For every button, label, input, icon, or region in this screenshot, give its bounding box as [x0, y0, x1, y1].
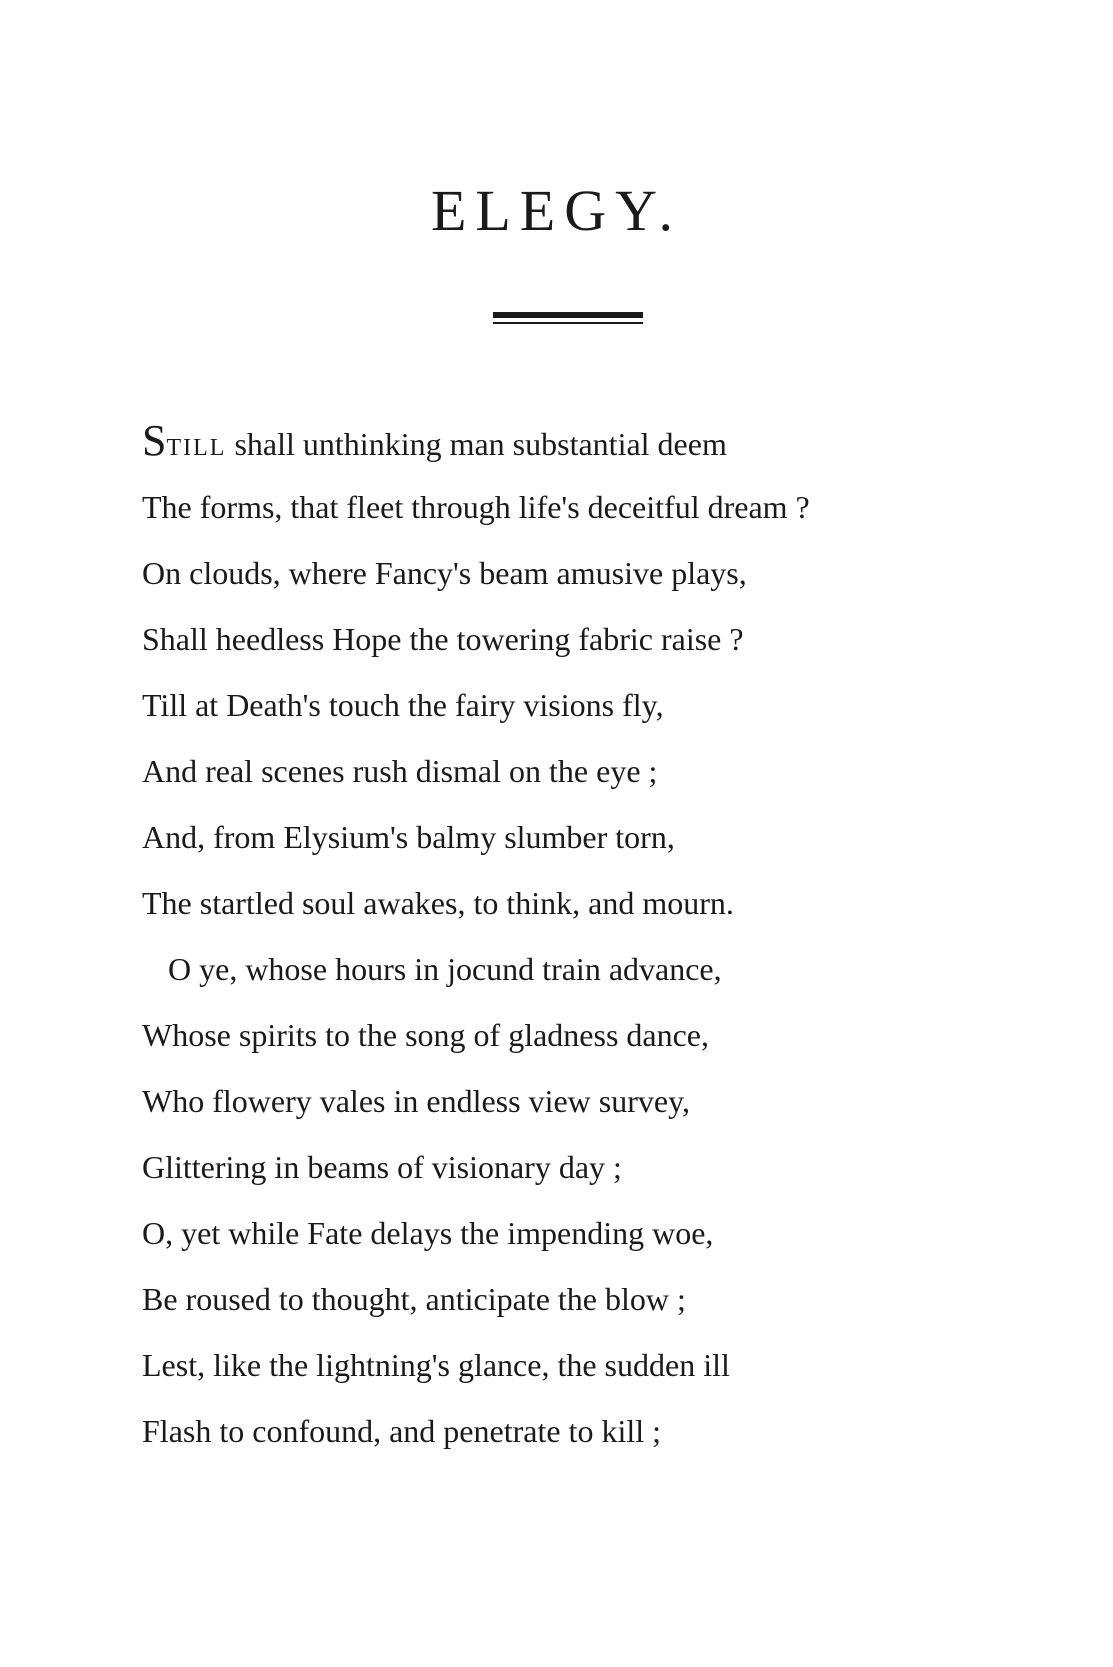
poem-line: Who flowery vales in endless view survey,: [142, 1083, 690, 1119]
poem-line-1: [142, 408, 1042, 474]
poem-line: And, from Elysium's balmy slumber torn,: [142, 819, 675, 855]
poem-line: Till at Death's touch the fairy visions fly,: [142, 687, 664, 723]
poem-line: The startled soul awakes, to think, and mourn.: [142, 885, 734, 921]
small-caps-word: TILL: [166, 435, 227, 461]
poem-line: Shall heedless Hope the towering fabric raise ?: [142, 621, 744, 657]
poem-line: Whose spirits to the song of gladness dance,: [142, 1017, 709, 1053]
poem-line: And real scenes rush dismal on the eye ;: [142, 753, 658, 789]
poem-line: Flash to confound, and penetrate to kill ;: [142, 1413, 661, 1449]
page-title: ELEGY.: [430, 178, 683, 243]
poem-body: [142, 408, 1042, 1464]
title-rule: [493, 312, 643, 326]
poem-line: O, yet while Fate delays the impending woe,: [142, 1215, 714, 1251]
title-rule-thin: [493, 322, 643, 324]
poem-line: O ye, whose hours in jocund train advance,: [168, 951, 722, 987]
drop-cap-initial: S: [142, 416, 167, 465]
poem-line: Be roused to thought, anticipate the blow ;: [142, 1281, 686, 1317]
title-rule-thick: [493, 312, 643, 318]
poem-line: On clouds, where Fancy's beam amusive plays,: [142, 555, 747, 591]
poem-line: Lest, like the lightning's glance, the sudden ill: [142, 1347, 730, 1383]
poem-line-1-rest: shall unthinking man substantial deem: [226, 426, 727, 462]
poem-line: Glittering in beams of visionary day ;: [142, 1149, 622, 1185]
poem-line: The forms, that fleet through life's deceitful dream ?: [142, 489, 810, 525]
